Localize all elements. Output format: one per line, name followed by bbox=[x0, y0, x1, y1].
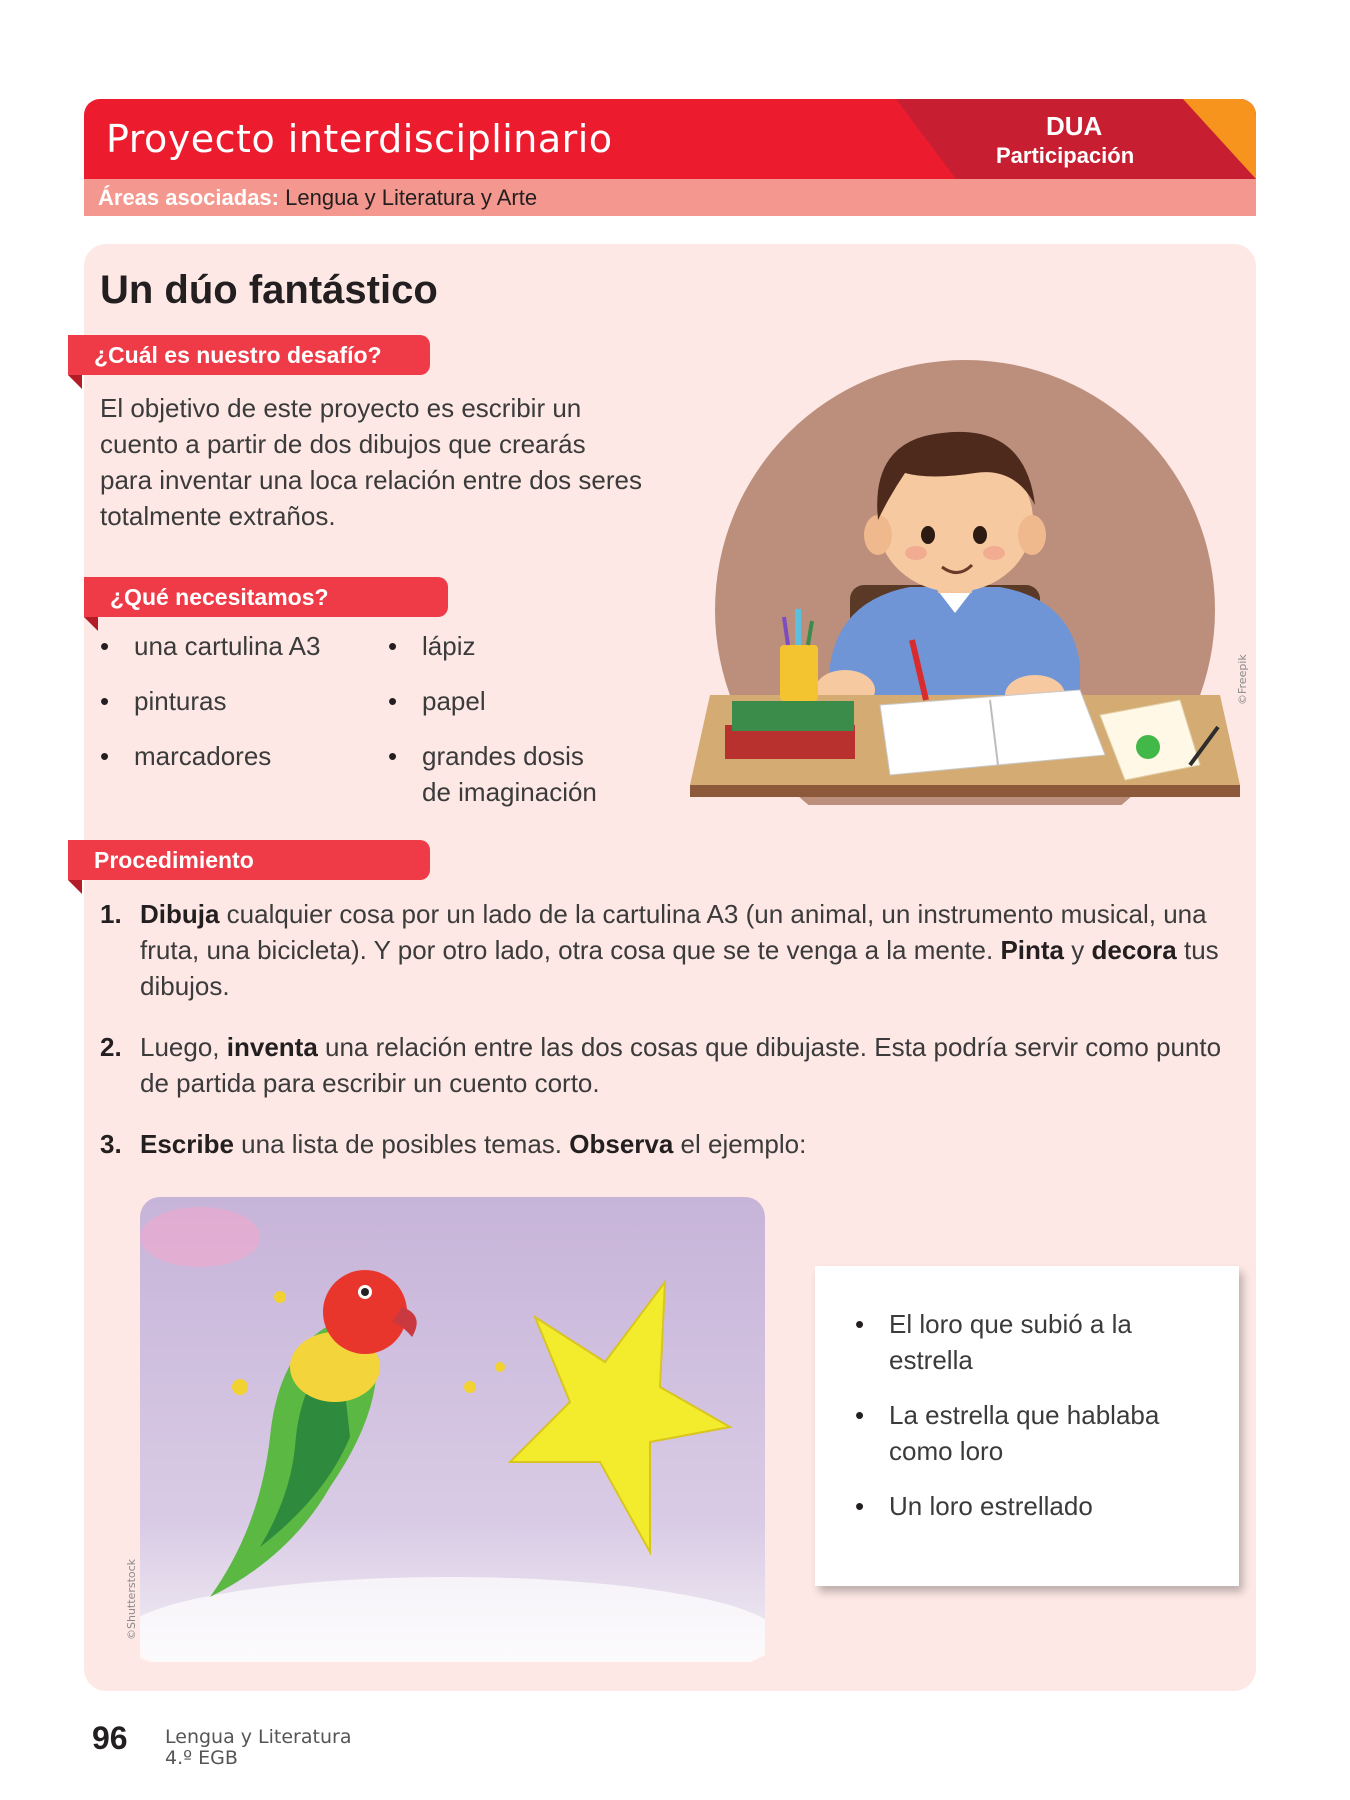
procedure-step-2 bbox=[100, 1029, 1240, 1101]
header-title: Proyecto interdisciplinario bbox=[106, 117, 613, 161]
list-item: • marcadores bbox=[100, 738, 360, 774]
list-item bbox=[855, 1306, 1215, 1378]
list-item-line: como loro bbox=[889, 1436, 1004, 1466]
step-keyword: inventa bbox=[226, 1032, 318, 1062]
procedure-step-1 bbox=[100, 896, 1240, 1004]
dua-badge bbox=[896, 99, 1256, 179]
step-text-run: Luego, bbox=[140, 1032, 227, 1062]
step-text bbox=[140, 896, 1240, 1004]
challenge-line: El objetivo de este proyecto es escribir un bbox=[100, 393, 582, 423]
step-keyword: Escribe bbox=[140, 1129, 234, 1159]
step-text bbox=[140, 1029, 1240, 1101]
project-header-banner bbox=[84, 99, 1256, 179]
footer-grade: 4.º EGB bbox=[165, 1747, 238, 1769]
footer-subject: Lengua y Literatura bbox=[165, 1726, 352, 1748]
areas-label: Áreas asociadas: bbox=[98, 185, 279, 210]
list-item: • pinturas bbox=[100, 683, 360, 719]
challenge-line: para inventar una loca relación entre dos seres bbox=[100, 465, 642, 495]
step-keyword: Dibuja bbox=[140, 899, 220, 929]
step-keyword: decora bbox=[1091, 935, 1177, 965]
section-tab-challenge bbox=[68, 335, 430, 375]
examples-list bbox=[855, 1306, 1215, 1524]
examples-note-card bbox=[815, 1266, 1239, 1586]
list-item-line: estrella bbox=[889, 1345, 973, 1375]
list-item bbox=[855, 1397, 1215, 1469]
areas-value: Lengua y Literatura y Arte bbox=[285, 185, 538, 210]
step-text-run: fruta, una bicicleta). Y por otro lado, otra cosa que se te venga a la mente. bbox=[140, 935, 1001, 965]
section-tab-needs bbox=[84, 577, 448, 617]
list-item bbox=[855, 1488, 1215, 1524]
step-number: 2. bbox=[100, 1032, 122, 1062]
list-item: • una cartulina A3 bbox=[100, 628, 360, 664]
page-number: 96 bbox=[92, 1720, 128, 1756]
step-text-run: de partida para escribir un cuento corto. bbox=[140, 1068, 600, 1098]
step-number: 1. bbox=[100, 899, 122, 929]
step-text-run: cualquier cosa por un lado de la cartulina A3 (un animal, un instrumento musical, una bbox=[219, 899, 1207, 929]
step-text-run: y bbox=[1064, 935, 1092, 965]
boy-drawing-illustration bbox=[680, 355, 1250, 805]
parrot-star-illustration bbox=[140, 1197, 765, 1662]
dua-title: DUA bbox=[1046, 111, 1103, 141]
step-number: 3. bbox=[100, 1129, 122, 1159]
associated-areas-bar bbox=[84, 179, 1256, 216]
list-item-line: • grandes dosis bbox=[422, 741, 584, 771]
list-item-line: de imaginación bbox=[422, 777, 597, 807]
needs-list-col2 bbox=[388, 628, 668, 810]
step-text-run: dibujos. bbox=[140, 971, 230, 1001]
needs-list-col1 bbox=[100, 628, 360, 774]
list-item bbox=[388, 738, 668, 810]
needs-heading: ¿Qué necesitamos? bbox=[110, 584, 329, 610]
step-text-run: tus bbox=[1176, 935, 1219, 965]
procedure-step-3 bbox=[100, 1126, 1240, 1162]
step-text-run: una lista de posibles temas. bbox=[233, 1129, 570, 1159]
procedure-heading: Procedimiento bbox=[94, 847, 254, 873]
challenge-line: cuento a partir de dos dibujos que crearás bbox=[100, 429, 586, 459]
list-item-line: • La estrella que hablaba bbox=[889, 1400, 1160, 1430]
list-item-line: • Un loro estrellado bbox=[889, 1491, 1093, 1521]
boy-image-credit: ©Freepik bbox=[1236, 654, 1249, 705]
section-tab-procedure bbox=[68, 840, 430, 880]
dua-subtitle: Participación bbox=[996, 143, 1135, 168]
step-keyword: Pinta bbox=[1000, 935, 1065, 965]
list-item: • lápiz bbox=[388, 628, 668, 664]
step-keyword: Observa bbox=[569, 1129, 674, 1159]
list-item-line: • El loro que subió a la bbox=[889, 1309, 1132, 1339]
challenge-text bbox=[100, 390, 660, 534]
challenge-line: totalmente extraños. bbox=[100, 501, 336, 531]
step-text-run: el ejemplo: bbox=[673, 1129, 807, 1159]
step-text-run: una relación entre las dos cosas que dibujaste. Esta podría servir como punto bbox=[317, 1032, 1222, 1062]
challenge-heading: ¿Cuál es nuestro desafío? bbox=[94, 342, 382, 368]
page-title: Un dúo fantástico bbox=[100, 268, 438, 312]
parrot-image-credit: ©Shutterstock bbox=[125, 1558, 138, 1640]
list-item: • papel bbox=[388, 683, 668, 719]
step-text bbox=[140, 1126, 1240, 1162]
